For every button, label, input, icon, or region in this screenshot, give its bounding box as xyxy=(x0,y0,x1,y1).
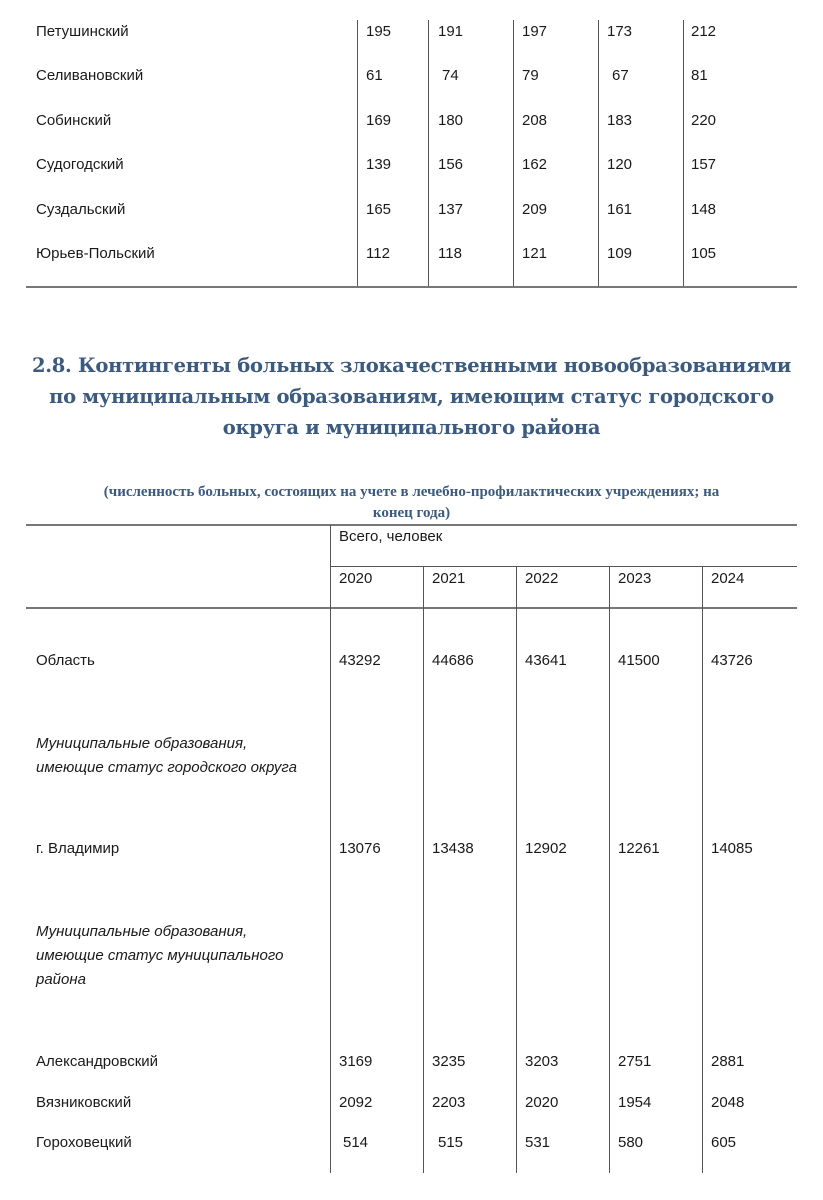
group-label-line: района xyxy=(36,971,86,988)
cell-value: 137 xyxy=(438,201,464,218)
header-divider xyxy=(330,566,797,567)
cell-value: 165 xyxy=(366,201,392,218)
group-label-line: имеющие статус городского округа xyxy=(36,759,297,776)
row-label: Александровский xyxy=(36,1053,159,1070)
cell-value: 13076 xyxy=(339,840,381,857)
cell-value: 2048 xyxy=(711,1094,745,1111)
cell-value: 3235 xyxy=(432,1053,466,1070)
cell-value: 197 xyxy=(522,23,548,40)
header-bottom-rule xyxy=(26,607,797,609)
cell-value: 14085 xyxy=(711,840,753,857)
group-label-line: Муниципальные образования, xyxy=(36,923,248,940)
column-divider xyxy=(598,20,599,288)
cell-value: 208 xyxy=(522,112,548,129)
cell-value: 105 xyxy=(691,245,717,262)
column-divider xyxy=(357,20,358,288)
cell-value: 12902 xyxy=(525,840,567,857)
group-label-line: имеющие статус муниципального xyxy=(36,947,284,964)
row-label: Суздальский xyxy=(36,201,126,218)
cell-value: 43292 xyxy=(339,652,381,669)
group-header: Всего, человек xyxy=(339,528,443,545)
cell-value: 43641 xyxy=(525,652,567,669)
cell-value: 162 xyxy=(522,156,548,173)
cell-value: 580 xyxy=(618,1134,644,1151)
cell-value: 112 xyxy=(366,245,390,262)
column-divider xyxy=(428,20,429,288)
cell-value: 118 xyxy=(438,245,462,262)
cell-value: 67 xyxy=(612,67,629,84)
row-label: Собинский xyxy=(36,112,112,129)
cell-value: 212 xyxy=(691,23,717,40)
year-header: 2021 xyxy=(432,570,466,587)
section-subtitle-line: конец года) xyxy=(372,505,451,521)
year-header: 2024 xyxy=(711,570,745,587)
row-label: Селивановский xyxy=(36,67,144,84)
column-divider xyxy=(516,566,517,1173)
cell-value: 41500 xyxy=(618,652,660,669)
cell-value: 191 xyxy=(438,23,464,40)
cell-value: 3169 xyxy=(339,1053,373,1070)
cell-value: 2881 xyxy=(711,1053,745,1070)
cell-value: 161 xyxy=(607,201,633,218)
cell-value: 79 xyxy=(522,67,539,84)
column-divider xyxy=(702,566,703,1173)
cell-value: 148 xyxy=(691,201,717,218)
cell-value: 3203 xyxy=(525,1053,559,1070)
year-header: 2023 xyxy=(618,570,652,587)
cell-value: 2092 xyxy=(339,1094,373,1111)
column-divider xyxy=(683,20,684,288)
year-header: 2020 xyxy=(339,570,373,587)
cell-value: 169 xyxy=(366,112,392,129)
table-top-rule xyxy=(26,524,797,526)
row-label: Область xyxy=(36,652,95,669)
section-title-line: округа и муниципального района xyxy=(222,416,601,439)
row-label: Петушинский xyxy=(36,23,129,40)
table-bottom-rule xyxy=(26,286,797,288)
column-divider xyxy=(609,566,610,1173)
group-label-line: Муниципальные образования, xyxy=(36,735,248,752)
column-divider xyxy=(330,525,331,1173)
cell-value: 209 xyxy=(522,201,548,218)
cell-value: 13438 xyxy=(432,840,474,857)
column-divider xyxy=(423,566,424,1173)
cell-value: 515 xyxy=(438,1134,464,1151)
row-label: Судогодский xyxy=(36,156,124,173)
cell-value: 139 xyxy=(366,156,392,173)
section-title-line: 2.8. Контингенты больных злокачественными новообразованиями xyxy=(31,354,791,377)
cell-value: 109 xyxy=(607,245,633,262)
cell-value: 61 xyxy=(366,67,383,84)
cell-value: 195 xyxy=(366,23,392,40)
row-label: Гороховецкий xyxy=(36,1134,132,1151)
cell-value: 44686 xyxy=(432,652,474,669)
cell-value: 514 xyxy=(343,1134,369,1151)
cell-value: 12261 xyxy=(618,840,660,857)
cell-value: 157 xyxy=(691,156,717,173)
cell-value: 2751 xyxy=(618,1053,652,1070)
cell-value: 74 xyxy=(442,67,459,84)
cell-value: 173 xyxy=(607,23,633,40)
year-header: 2022 xyxy=(525,570,559,587)
cell-value: 121 xyxy=(522,245,548,262)
row-label: г. Владимир xyxy=(36,840,120,857)
cell-value: 156 xyxy=(438,156,464,173)
cell-value: 605 xyxy=(711,1134,737,1151)
cell-value: 1954 xyxy=(618,1094,652,1111)
section-title-line: по муниципальным образованиям, имеющим статус городского xyxy=(49,385,774,408)
cell-value: 120 xyxy=(607,156,633,173)
cell-value: 531 xyxy=(525,1134,551,1151)
column-divider xyxy=(513,20,514,288)
cell-value: 2203 xyxy=(432,1094,466,1111)
cell-value: 81 xyxy=(691,67,708,84)
row-label: Юрьев-Польский xyxy=(36,245,155,262)
cell-value: 2020 xyxy=(525,1094,559,1111)
cell-value: 183 xyxy=(607,112,633,129)
cell-value: 43726 xyxy=(711,652,753,669)
cell-value: 220 xyxy=(691,112,717,129)
row-label: Вязниковский xyxy=(36,1094,132,1111)
section-subtitle-line: (численность больных, состоящих на учете в лечебно-профилактических учреждениях; на xyxy=(103,484,720,500)
cell-value: 180 xyxy=(438,112,464,129)
